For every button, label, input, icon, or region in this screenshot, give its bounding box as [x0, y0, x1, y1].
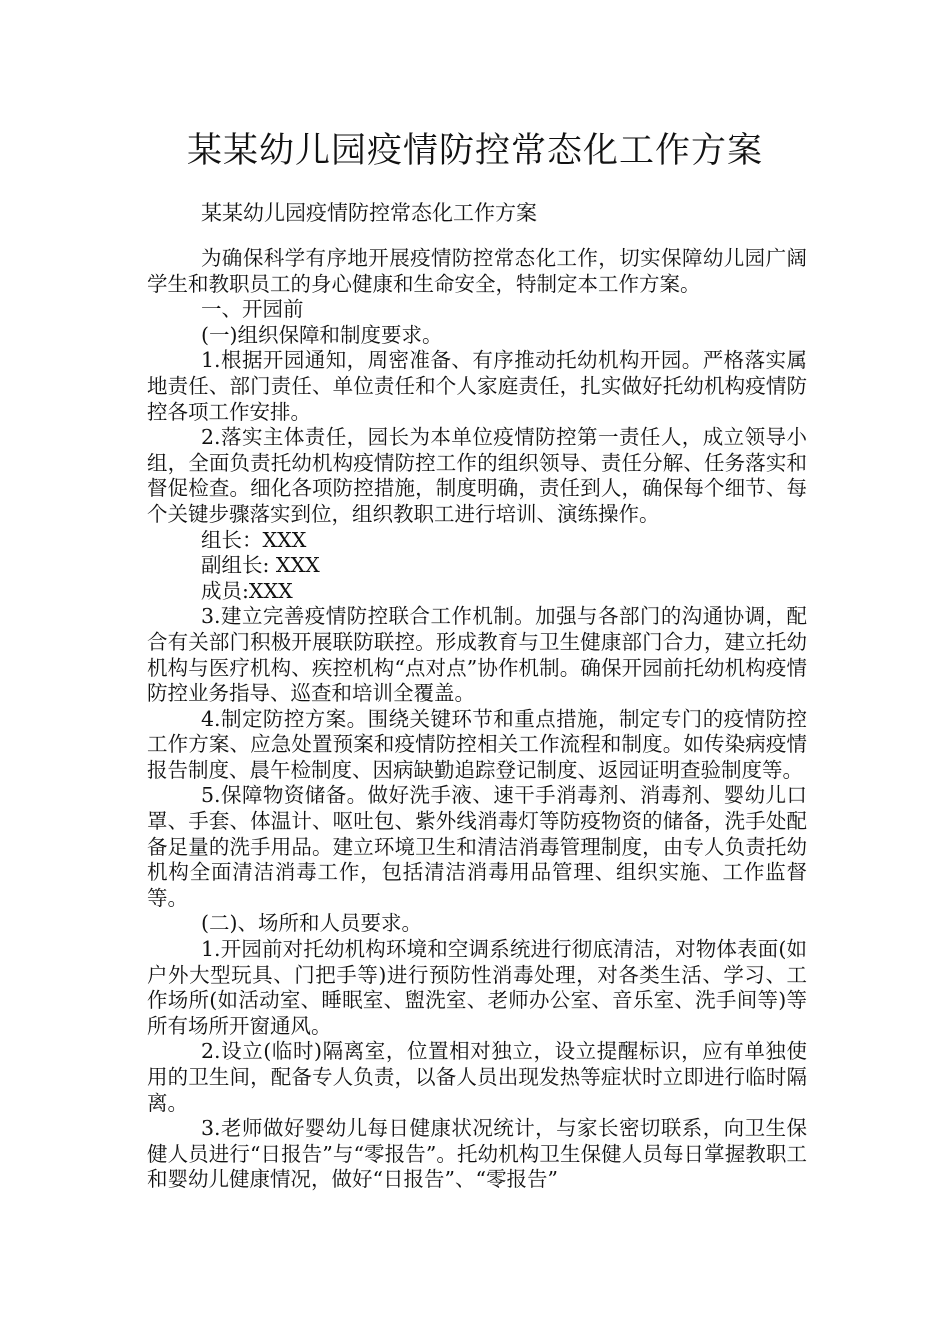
- body-paragraph: 1.根据开园通知，周密准备、有序推动托幼机构开园。严格落实属地责任、部门责任、单位责任和个人家庭责任，扎实做好托幼机构疫情防控各项工作安排。: [147, 348, 807, 424]
- document-subtitle: 某某幼儿园疫情防控常态化工作方案: [201, 201, 537, 225]
- body-paragraph: 1.开园前对托幼机构环境和空调系统进行彻底清洁，对物体表面(如户外大型玩具、门把手等)进行预防性消毒处理，对各类生活、学习、工作场所(如活动室、睡眠室、盥洗室、老师办公室、音乐室、洗手间等)等所有场所开窗通风。: [147, 937, 807, 1038]
- body-paragraph: 为确保科学有序地开展疫情防控常态化工作，切实保障幼儿园广阔学生和教职员工的身心健康和生命安全，特制定本工作方案。: [147, 246, 807, 296]
- team-deputy-line: 副组长: XXX: [201, 553, 320, 578]
- team-members-line: 成员:XXX: [201, 578, 293, 603]
- body-paragraph: 5.保障物资储备。做好洗手液、速干手消毒剂、消毒剂、婴幼儿口罩、手套、体温计、呕吐包、紫外线消毒灯等防疫物资的储备，洗手处配备足量的洗手用品。建立环境卫生和清洁消毒管理制度，由专人负责托幼机构全面清洁消毒工作，包括清洁消毒用品管理、组织实施、工作监督等。: [147, 783, 807, 910]
- body-paragraph: 4.制定防控方案。围绕关键环节和重点措施，制定专门的疫情防控工作方案、应急处置预案和疫情防控相关工作流程和制度。如传染病疫情报告制度、晨午检制度、因病缺勤追踪登记制度、返园证明查验制度等。: [147, 706, 807, 782]
- document-body: [147, 246, 807, 1193]
- section-heading: 一、开园前: [201, 297, 304, 322]
- body-paragraph: 2.落实主体责任，园长为本单位疫情防控第一责任人，成立领导小组，全面负责托幼机构疫情防控工作的组织领导、责任分解、任务落实和督促检查。细化各项防控措施，制度明确，责任到人，确保每个细节、每个关键步骤落实到位，组织教职工进行培训、演练操作。: [147, 425, 807, 526]
- body-paragraph: 3.建立完善疫情防控联合工作机制。加强与各部门的沟通协调，配合有关部门积极开展联防联控。形成教育与卫生健康部门合力，建立托幼机构与医疗机构、疾控机构“点对点”协作机制。确保开园前托幼机构疫情防控业务指导、巡查和培训全覆盖。: [147, 604, 807, 706]
- subsection-heading: (一)组织保障和制度要求。: [201, 322, 443, 347]
- body-paragraph: 2.设立(临时)隔离室，位置相对独立，设立提醒标识，应有单独使用的卫生间，配备专人负责，以备人员出现发热等症状时立即进行临时隔离。: [147, 1039, 807, 1115]
- team-leader-line: 组长：XXX: [201, 527, 307, 552]
- body-paragraph: 3.老师做好婴幼儿每日健康状况统计，与家长密切联系，向卫生保健人员进行“日报告”与“零报告”。托幼机构卫生保健人员每日掌握教职工和婴幼儿健康情况，做好“日报告”、“零报告”: [147, 1116, 807, 1192]
- document-title: 某某幼儿园疫情防控常态化工作方案: [186, 131, 763, 171]
- subsection-heading: (二)、场所和人员要求。: [201, 911, 422, 936]
